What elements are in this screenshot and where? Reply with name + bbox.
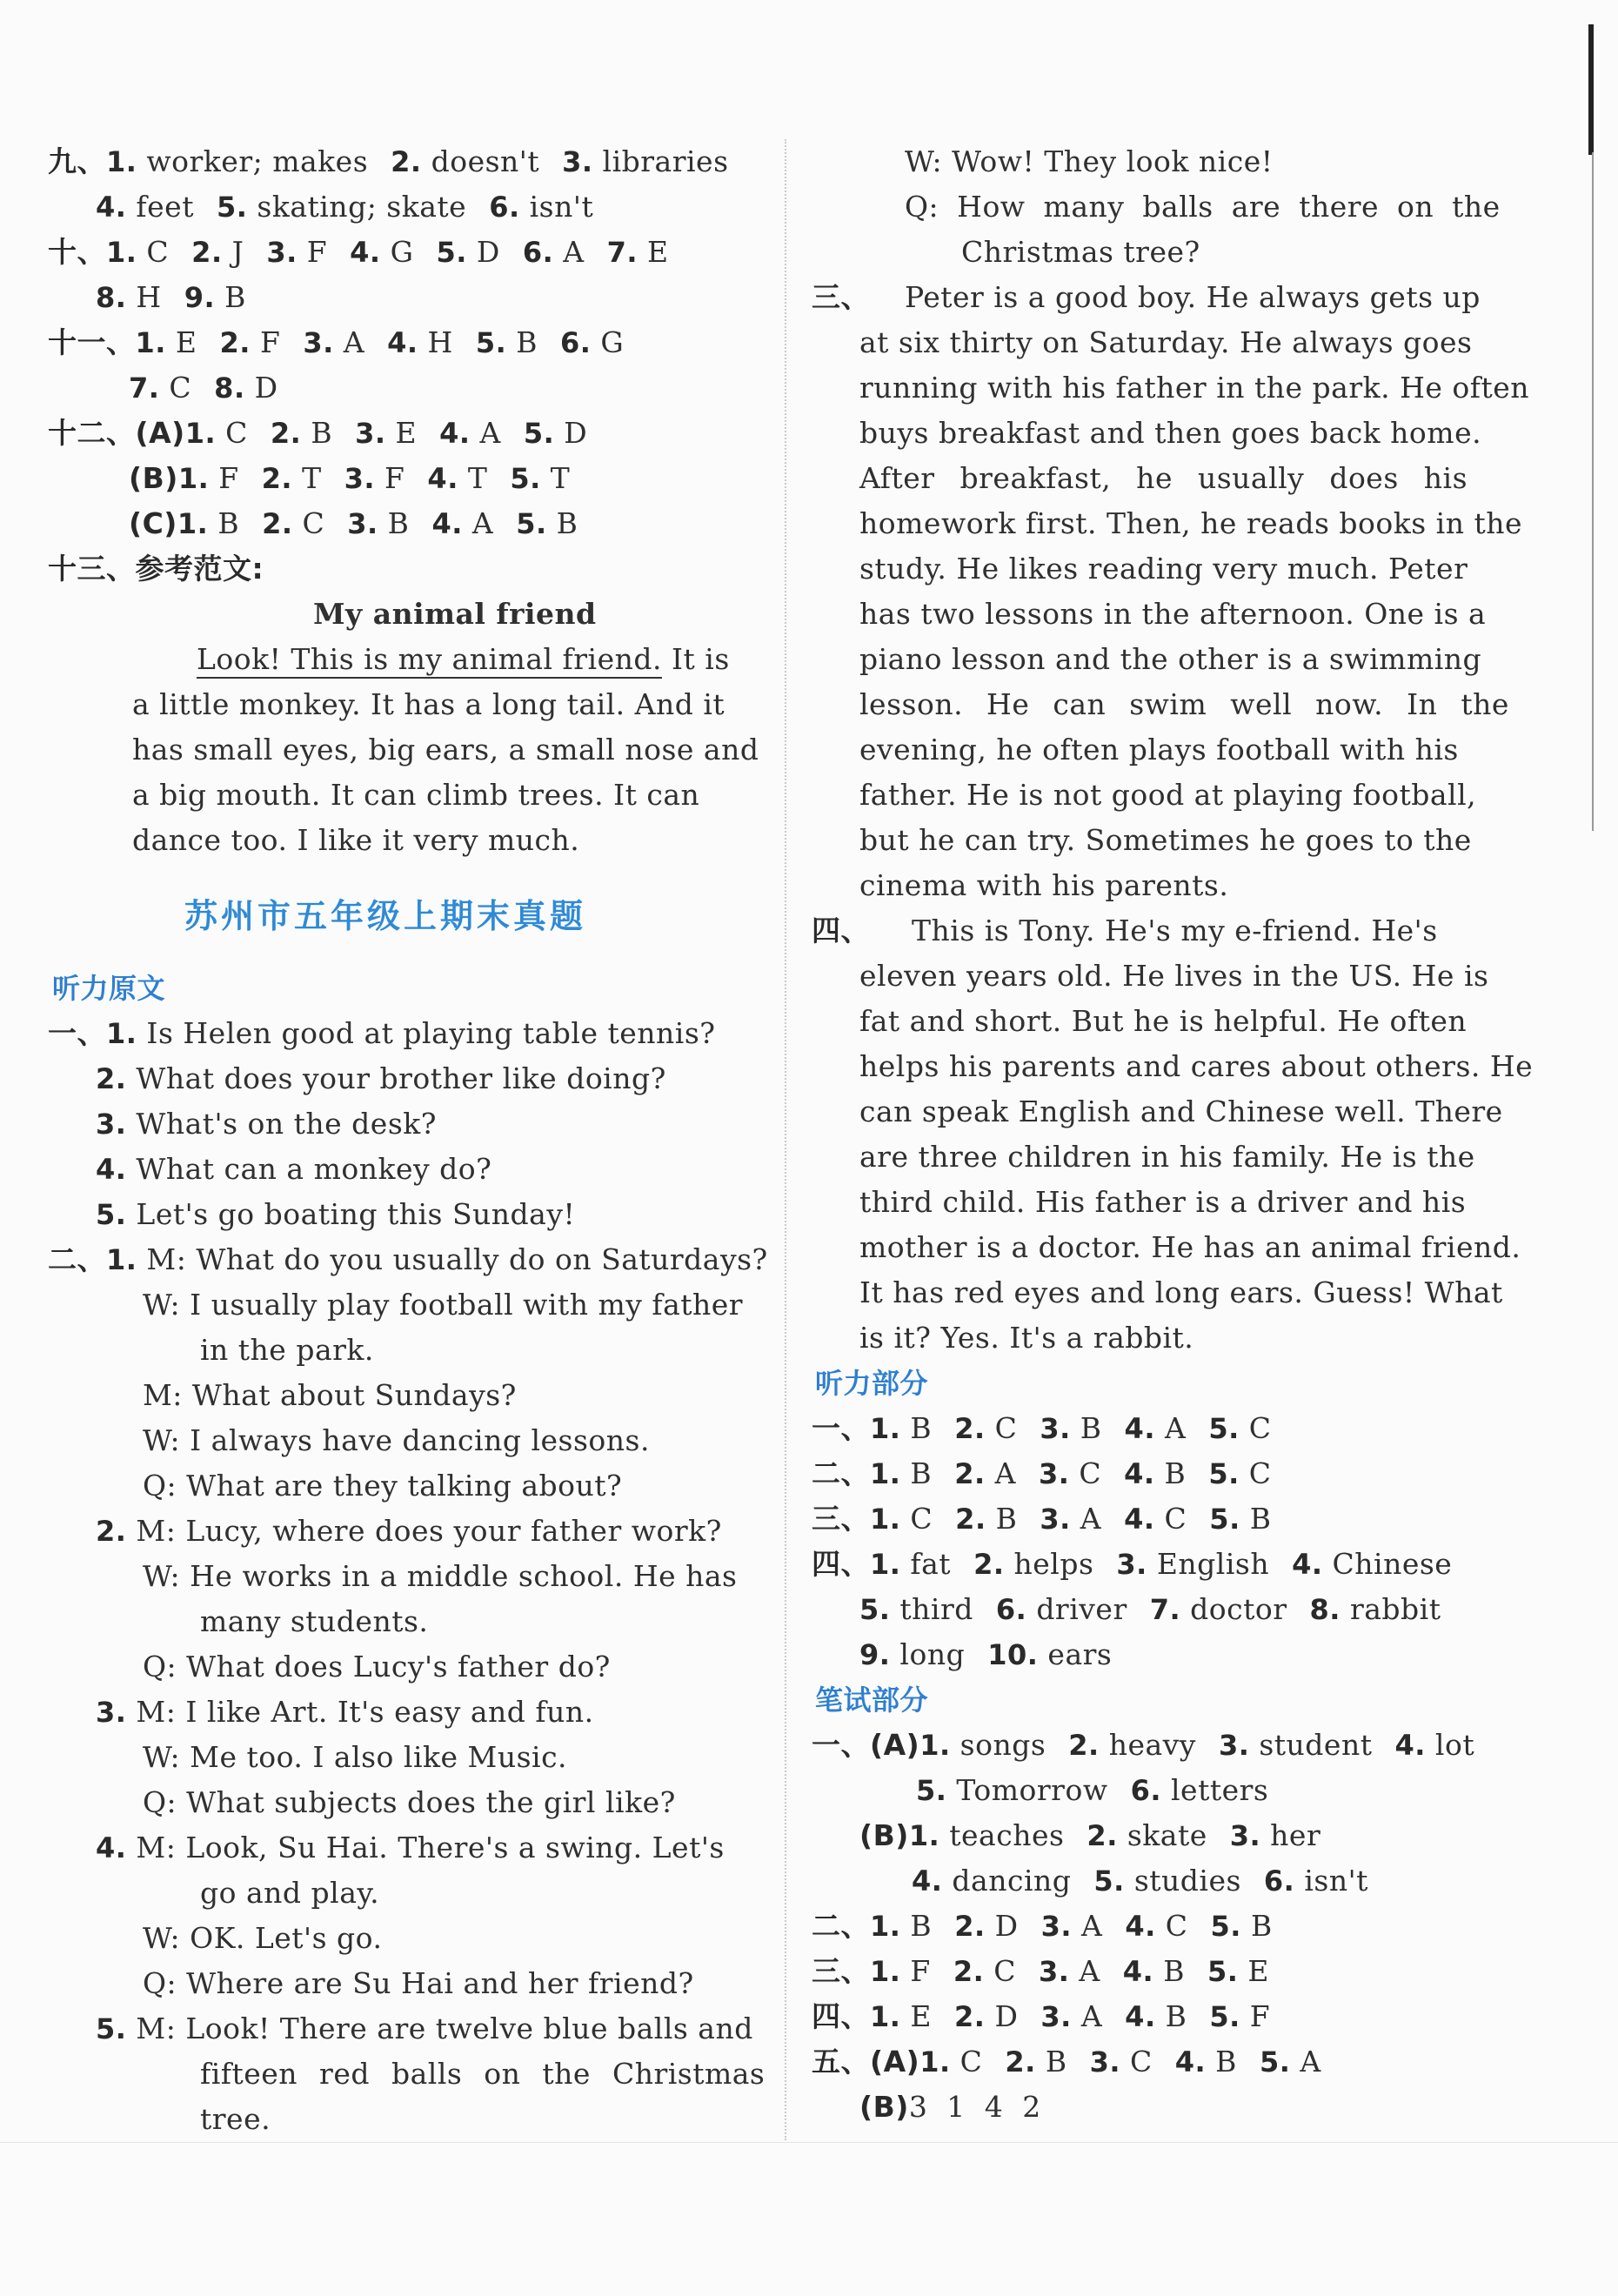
subsection-heading: 听力原文 xyxy=(52,972,166,1005)
script-line: tree. xyxy=(200,2102,271,2136)
script-line: Q: How many balls are there on the xyxy=(905,190,1501,224)
exam-title: 苏州市五年级上期末真题 xyxy=(184,897,587,935)
passage-line: evening, he often plays football with his xyxy=(859,733,1459,766)
script-line: 3. M: I like Art. It's easy and fun. xyxy=(96,1695,594,1729)
script-line: Q: What subjects does the girl like? xyxy=(143,1785,676,1819)
answer-row: 二、1. B 2. D 3. A 4. C 5. B xyxy=(812,1909,1273,1943)
essay-line: has small eyes, big ears, a small nose and xyxy=(132,733,759,766)
script-line: 二、1. M: What do you usually do on Saturdays? xyxy=(48,1242,768,1276)
script-line: 3. What's on the desk? xyxy=(96,1107,437,1141)
answer-row: 5. third 6. driver 7. doctor 8. rabbit xyxy=(859,1592,1441,1626)
passage-line: is it? Yes. It's a rabbit. xyxy=(859,1321,1194,1355)
script-line: W: I usually play football with my father xyxy=(143,1288,744,1322)
script-line: W: OK. Let's go. xyxy=(143,1921,383,1955)
script-line: 4. M: Look, Su Hai. There's a swing. Let's xyxy=(96,1831,725,1864)
script-line: many students. xyxy=(200,1604,429,1638)
passage-line: has two lessons in the afternoon. One is a xyxy=(859,597,1487,631)
script-line: 4. What can a monkey do? xyxy=(96,1152,492,1186)
answer-row: 一、1. B 2. C 3. B 4. A 5. C xyxy=(812,1411,1272,1445)
answer-row: 四、1. fat 2. helps 3. English 4. Chinese xyxy=(812,1547,1453,1581)
answer-row: 十一、1. E 2. F 3. A 4. H 5. B 6. G xyxy=(48,325,625,359)
script-line: in the park. xyxy=(200,1333,374,1367)
page-bottom-line xyxy=(0,2142,1618,2143)
essay-title: My animal friend xyxy=(313,597,597,631)
answer-row: (B)3 1 4 2 xyxy=(859,2090,1041,2124)
page-edge-mark xyxy=(1588,24,1594,155)
script-line: Q: What does Lucy's father do? xyxy=(143,1650,611,1684)
passage-line: homework first. Then, he reads books in the xyxy=(859,506,1522,540)
essay-line: a big mouth. It can climb trees. It can xyxy=(132,778,700,812)
answer-row: 九、1. worker; makes 2. doesn't 3. libraries xyxy=(48,144,729,178)
answer-row: (B)1. F 2. T 3. F 4. T 5. T xyxy=(129,461,571,495)
script-line: fifteen red balls on the Christmas xyxy=(200,2057,766,2091)
script-line: W: He works in a middle school. He has xyxy=(143,1559,738,1593)
essay-line: dance too. I like it very much. xyxy=(132,823,580,857)
passage-line: fat and short. But he is helpful. He often xyxy=(859,1004,1468,1038)
script-line: Q: Where are Su Hai and her friend? xyxy=(143,1966,694,2000)
subsection-heading: 听力部分 xyxy=(815,1367,929,1400)
passage-line: can speak English and Chinese well. There xyxy=(859,1094,1503,1128)
script-line: Q: What are they talking about? xyxy=(143,1469,623,1503)
passage-line: study. He likes reading very much. Peter xyxy=(859,552,1468,586)
script-line: W: Wow! They look nice! xyxy=(905,144,1274,178)
answer-row: 十、1. C 2. J 3. F 4. G 5. D 6. A 7. E xyxy=(48,235,669,269)
passage-line: helps his parents and cares about others. He xyxy=(859,1049,1534,1083)
script-line: W: Me too. I also like Music. xyxy=(143,1740,568,1774)
script-line: go and play. xyxy=(200,1876,380,1910)
answer-row: 4. dancing 5. studies 6. isn't xyxy=(912,1864,1368,1898)
answer-row: 5. Tomorrow 6. letters xyxy=(916,1773,1269,1807)
section-heading: 十三、参考范文: xyxy=(48,552,264,586)
passage-line: but he can try. Sometimes he goes to the xyxy=(859,823,1472,857)
passage-line: father. He is not good at playing football, xyxy=(859,778,1477,812)
subsection-heading: 笔试部分 xyxy=(815,1684,929,1717)
passage-line: running with his father in the park. He often xyxy=(859,371,1529,405)
passage-line: at six thirty on Saturday. He always goes xyxy=(859,325,1473,359)
answer-row: 三、1. C 2. B 3. A 4. C 5. B xyxy=(812,1502,1272,1536)
passage-line: It has red eyes and long ears. Guess! What xyxy=(859,1275,1503,1309)
script-line: W: I always have dancing lessons. xyxy=(143,1423,650,1457)
passage-line: piano lesson and the other is a swimming xyxy=(859,642,1482,676)
page-edge-mark-thin xyxy=(1592,152,1594,831)
passage-line: 三、 Peter is a good boy. He always gets up xyxy=(812,280,1481,314)
script-line: M: What about Sundays? xyxy=(143,1378,517,1412)
answer-row: 一、(A)1. songs 2. heavy 3. student 4. lot xyxy=(812,1728,1475,1762)
answer-row: 4. feet 5. skating; skate 6. isn't xyxy=(96,190,594,224)
answer-row: 二、1. B 2. A 3. C 4. B 5. C xyxy=(812,1456,1272,1490)
answer-row: 四、1. E 2. D 3. A 4. B 5. F xyxy=(812,1999,1271,2033)
script-line: Christmas tree? xyxy=(961,235,1200,269)
script-line: 5. M: Look! There are twelve blue balls and xyxy=(96,2012,753,2045)
answer-row: 8. H 9. B xyxy=(96,280,246,314)
column-divider xyxy=(785,139,786,2140)
passage-line: buys breakfast and then goes back home. xyxy=(859,416,1482,450)
answer-row: (C)1. B 2. C 3. B 4. A 5. B xyxy=(129,506,578,540)
script-line: 2. What does your brother like doing? xyxy=(96,1061,666,1095)
passage-line: cinema with his parents. xyxy=(859,868,1229,902)
answer-row: 9. long 10. ears xyxy=(859,1637,1113,1671)
answer-row: 三、1. F 2. C 3. A 4. B 5. E xyxy=(812,1954,1269,1988)
answer-row: 十二、(A)1. C 2. B 3. E 4. A 5. D xyxy=(48,416,588,450)
passage-line: are three children in his family. He is the xyxy=(859,1140,1475,1174)
script-line: 5. Let's go boating this Sunday! xyxy=(96,1197,576,1231)
passage-line: third child. His father is a driver and his xyxy=(859,1185,1467,1219)
passage-line: eleven years old. He lives in the US. He is xyxy=(859,959,1489,993)
script-line: 一、1. Is Helen good at playing table tennis? xyxy=(48,1016,716,1050)
passage-line: lesson. He can swim well now. In the xyxy=(859,687,1509,721)
essay-line: Look! This is my animal friend. It is xyxy=(197,637,730,682)
passage-line: After breakfast, he usually does his xyxy=(859,461,1468,495)
answer-row: (B)1. teaches 2. skate 3. her xyxy=(859,1818,1321,1852)
answer-row: 7. C 8. D xyxy=(129,371,278,405)
answer-row: 五、(A)1. C 2. B 3. C 4. B 5. A xyxy=(812,2045,1321,2078)
script-line: 2. M: Lucy, where does your father work? xyxy=(96,1514,722,1548)
passage-line: 四、 This is Tony. He's my e-friend. He's xyxy=(812,914,1438,947)
essay-line: a little monkey. It has a long tail. And it xyxy=(132,687,725,721)
passage-line: mother is a doctor. He has an animal friend. xyxy=(859,1230,1521,1264)
